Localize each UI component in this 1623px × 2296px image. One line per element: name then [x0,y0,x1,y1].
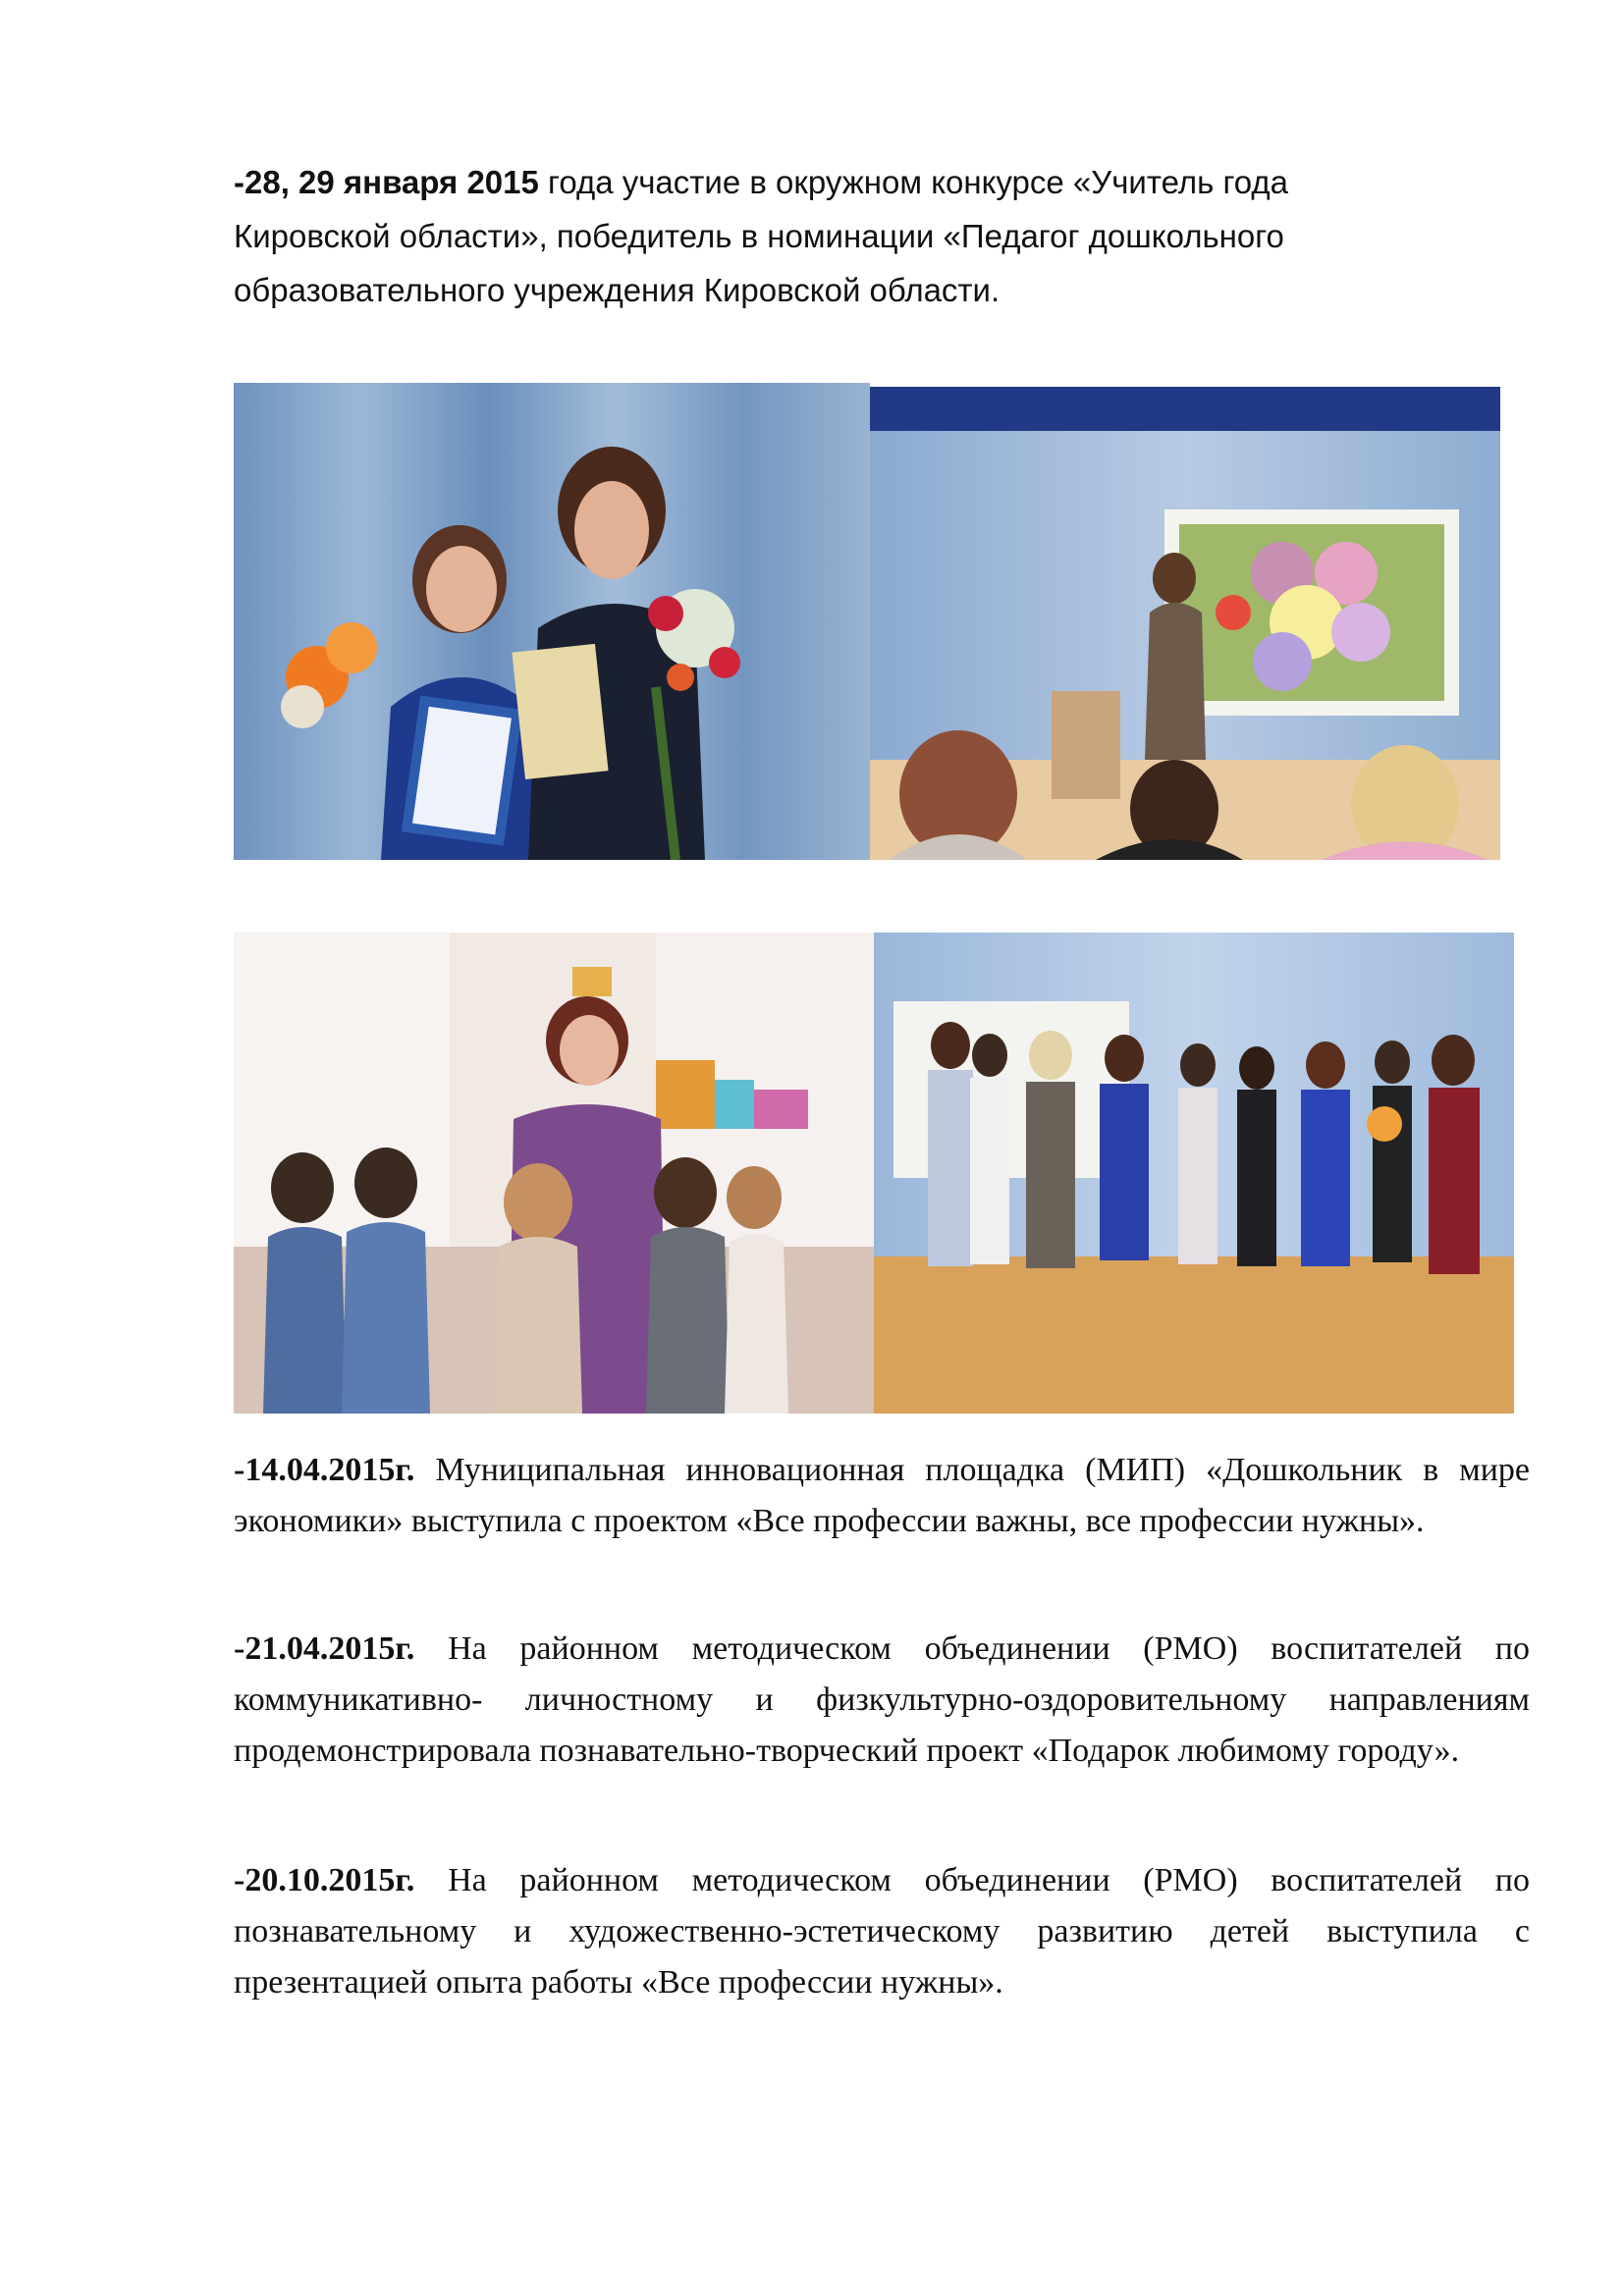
event-paragraph [234,1624,1530,1777]
event-date: -20.10.2015г. [234,1862,415,1898]
intro-paragraph [234,155,1392,317]
photo-children-class [234,933,874,1414]
event-text: На районном методическом объединении (РМО) воспитателей по коммуникативно- личностному и физкультурно-оздоровительному направлениям продемонстрировала познавательно-творческий проект «Подарок любимому городу». [234,1630,1530,1769]
event-date: -14.04.2015г. [234,1452,415,1488]
photo-award-winners [234,383,870,860]
event-text: Муниципальная инновационная площадка (МИП) «Дошкольник в мире экономики» выступила с проектом «Все профессии важны, все профессии нужны». [234,1452,1530,1539]
intro-text: года участие в окружном конкурсе «Учитель года Кировской области», победитель в номинации «Педагог дошкольного образовательного учреждения Кировской области. [234,164,1289,308]
event-date: -21.04.2015г. [234,1630,415,1667]
event-text: На районном методическом объединении (РМО) воспитателей по познавательному и художественно-эстетическому развитию детей выступила с презентацией опыта работы «Все профессии нужны». [234,1862,1530,2001]
event-paragraph [234,1855,1530,2008]
photo-stage-presentation [870,387,1500,860]
photo-group-stage [874,933,1514,1414]
intro-date: -28, 29 января 2015 [234,164,539,200]
event-paragraph [234,1445,1530,1547]
